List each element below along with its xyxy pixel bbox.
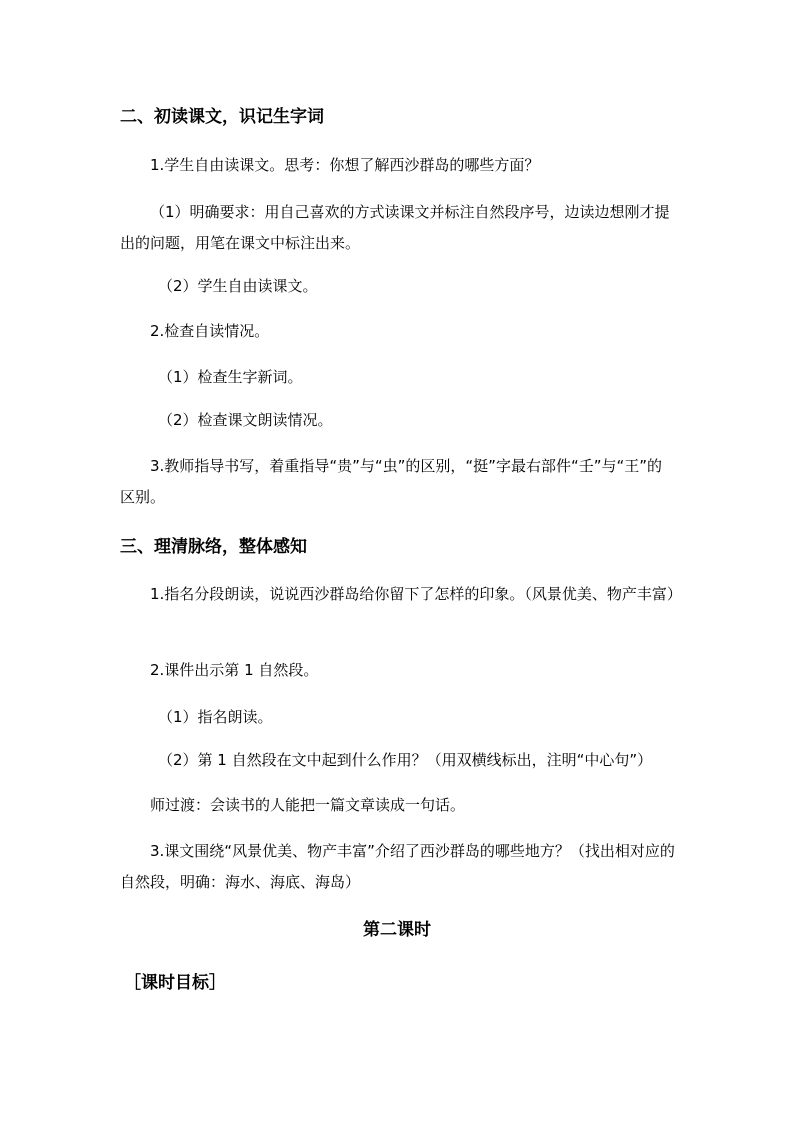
paragraph: 3.课文围绕“风景优美、物产丰富”介绍了西沙群岛的哪些地方？（找出相对应的自然段，明确：海水、海底、海岛） [120,842,675,891]
lesson-goal-heading: ［课时目标］ [124,973,226,993]
section-heading-2: 二、初读课文，识记生字词 [120,107,324,127]
section-heading-3: 三、理清脉络，整体感知 [120,537,307,557]
paragraph: （2）第 1 自然段在文中起到什么作用？（用双横线标出，注明“中心句”） [158,751,653,769]
paragraph: 1.学生自由读课文。思考：你想了解西沙群岛的哪些方面？ [150,156,540,174]
paragraph: 3.教师指导书写，着重指导“贵”与“虫”的区别，“挺”字最右部件“壬”与“王”的区别。 [120,457,663,506]
paragraph: （1）指名朗读。 [158,708,273,726]
paragraph: （2）学生自由读课文。 [158,277,318,295]
paragraph: 1.指名分段朗读，说说西沙群岛给你留下了怎样的印象。（风景优美、物产丰富） [150,585,682,603]
paragraph: （1）明确要求：用自己喜欢的方式读课文并标注自然段序号，边读边想刚才提出的问题，用笔在课文中标注出来。 [120,203,670,252]
paragraph: （2）检查课文朗读情况。 [158,411,333,429]
paragraph: 2.课件出示第 1 自然段。 [150,661,319,679]
paragraph: （1）检查生字新词。 [158,368,303,386]
paragraph: 师过渡：会读书的人能把一篇文章读成一句话。 [150,796,466,814]
paragraph: 2.检查自读情况。 [150,322,270,340]
lesson-title: 第二课时 [363,920,431,940]
